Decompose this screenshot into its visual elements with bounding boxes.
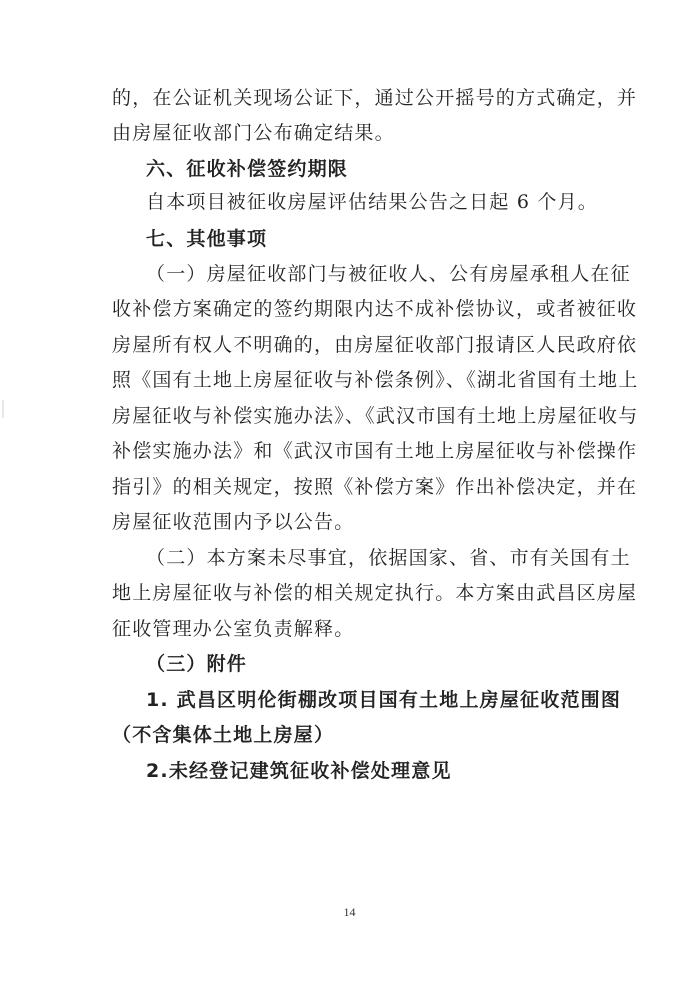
- paragraph-line: 地上房屋征收与补偿的相关规定执行。本方案由武昌区房屋: [112, 582, 638, 604]
- section-heading: 六、征收补偿签约期限: [146, 158, 349, 180]
- paragraph-line: 收补偿方案确定的签约期限内达不成补偿协议，或者被征收: [112, 298, 638, 320]
- paragraph-line: 自本项目被征收房屋评估结果公告之日起 6 个月。: [146, 191, 598, 213]
- paragraph-line: 的，在公证机关现场公证下，通过公开摇号的方式确定，并: [112, 87, 638, 109]
- attachment-item: 1. 武昌区明伦街棚改项目国有土地上房屋征收范围图: [146, 689, 622, 711]
- attachment-item: 2.未经登记建筑征收补偿处理意见: [146, 760, 452, 782]
- attachments-heading: （三）附件: [146, 653, 248, 675]
- paragraph-line: 房屋征收范围内予以公告。: [112, 511, 355, 533]
- paragraph-line: 照《国有土地上房屋征收与补偿条例》、《湖北省国有土地上: [112, 369, 639, 391]
- paragraph-line: 房屋所有权人不明确的，由房屋征收部门报请区人民政府依: [112, 334, 638, 356]
- paragraph-line: 房屋征收与补偿实施办法》、《武汉市国有土地上房屋征收与: [112, 405, 639, 427]
- section-heading: 七、其他事项: [146, 228, 268, 250]
- attachment-item-continued: （不含集体土地上房屋）: [112, 724, 335, 746]
- scan-mark: [2, 400, 4, 418]
- page-number: 14: [343, 905, 356, 919]
- paragraph-line: （二）本方案未尽事宜，依据国家、省、市有关国有土: [146, 547, 631, 569]
- paragraph-line: 指引》的相关规定，按照《补偿方案》作出补偿决定，并在: [112, 476, 638, 498]
- paragraph-line: （一）房屋征收部门与被征收人、公有房屋承租人在征: [146, 263, 631, 285]
- paragraph-line: 由房屋征收部门公布确定结果。: [112, 122, 395, 144]
- paragraph-line: 征收管理办公室负责解释。: [112, 618, 355, 640]
- paragraph-line: 补偿实施办法》和《武汉市国有土地上房屋征收与补偿操作: [112, 440, 638, 462]
